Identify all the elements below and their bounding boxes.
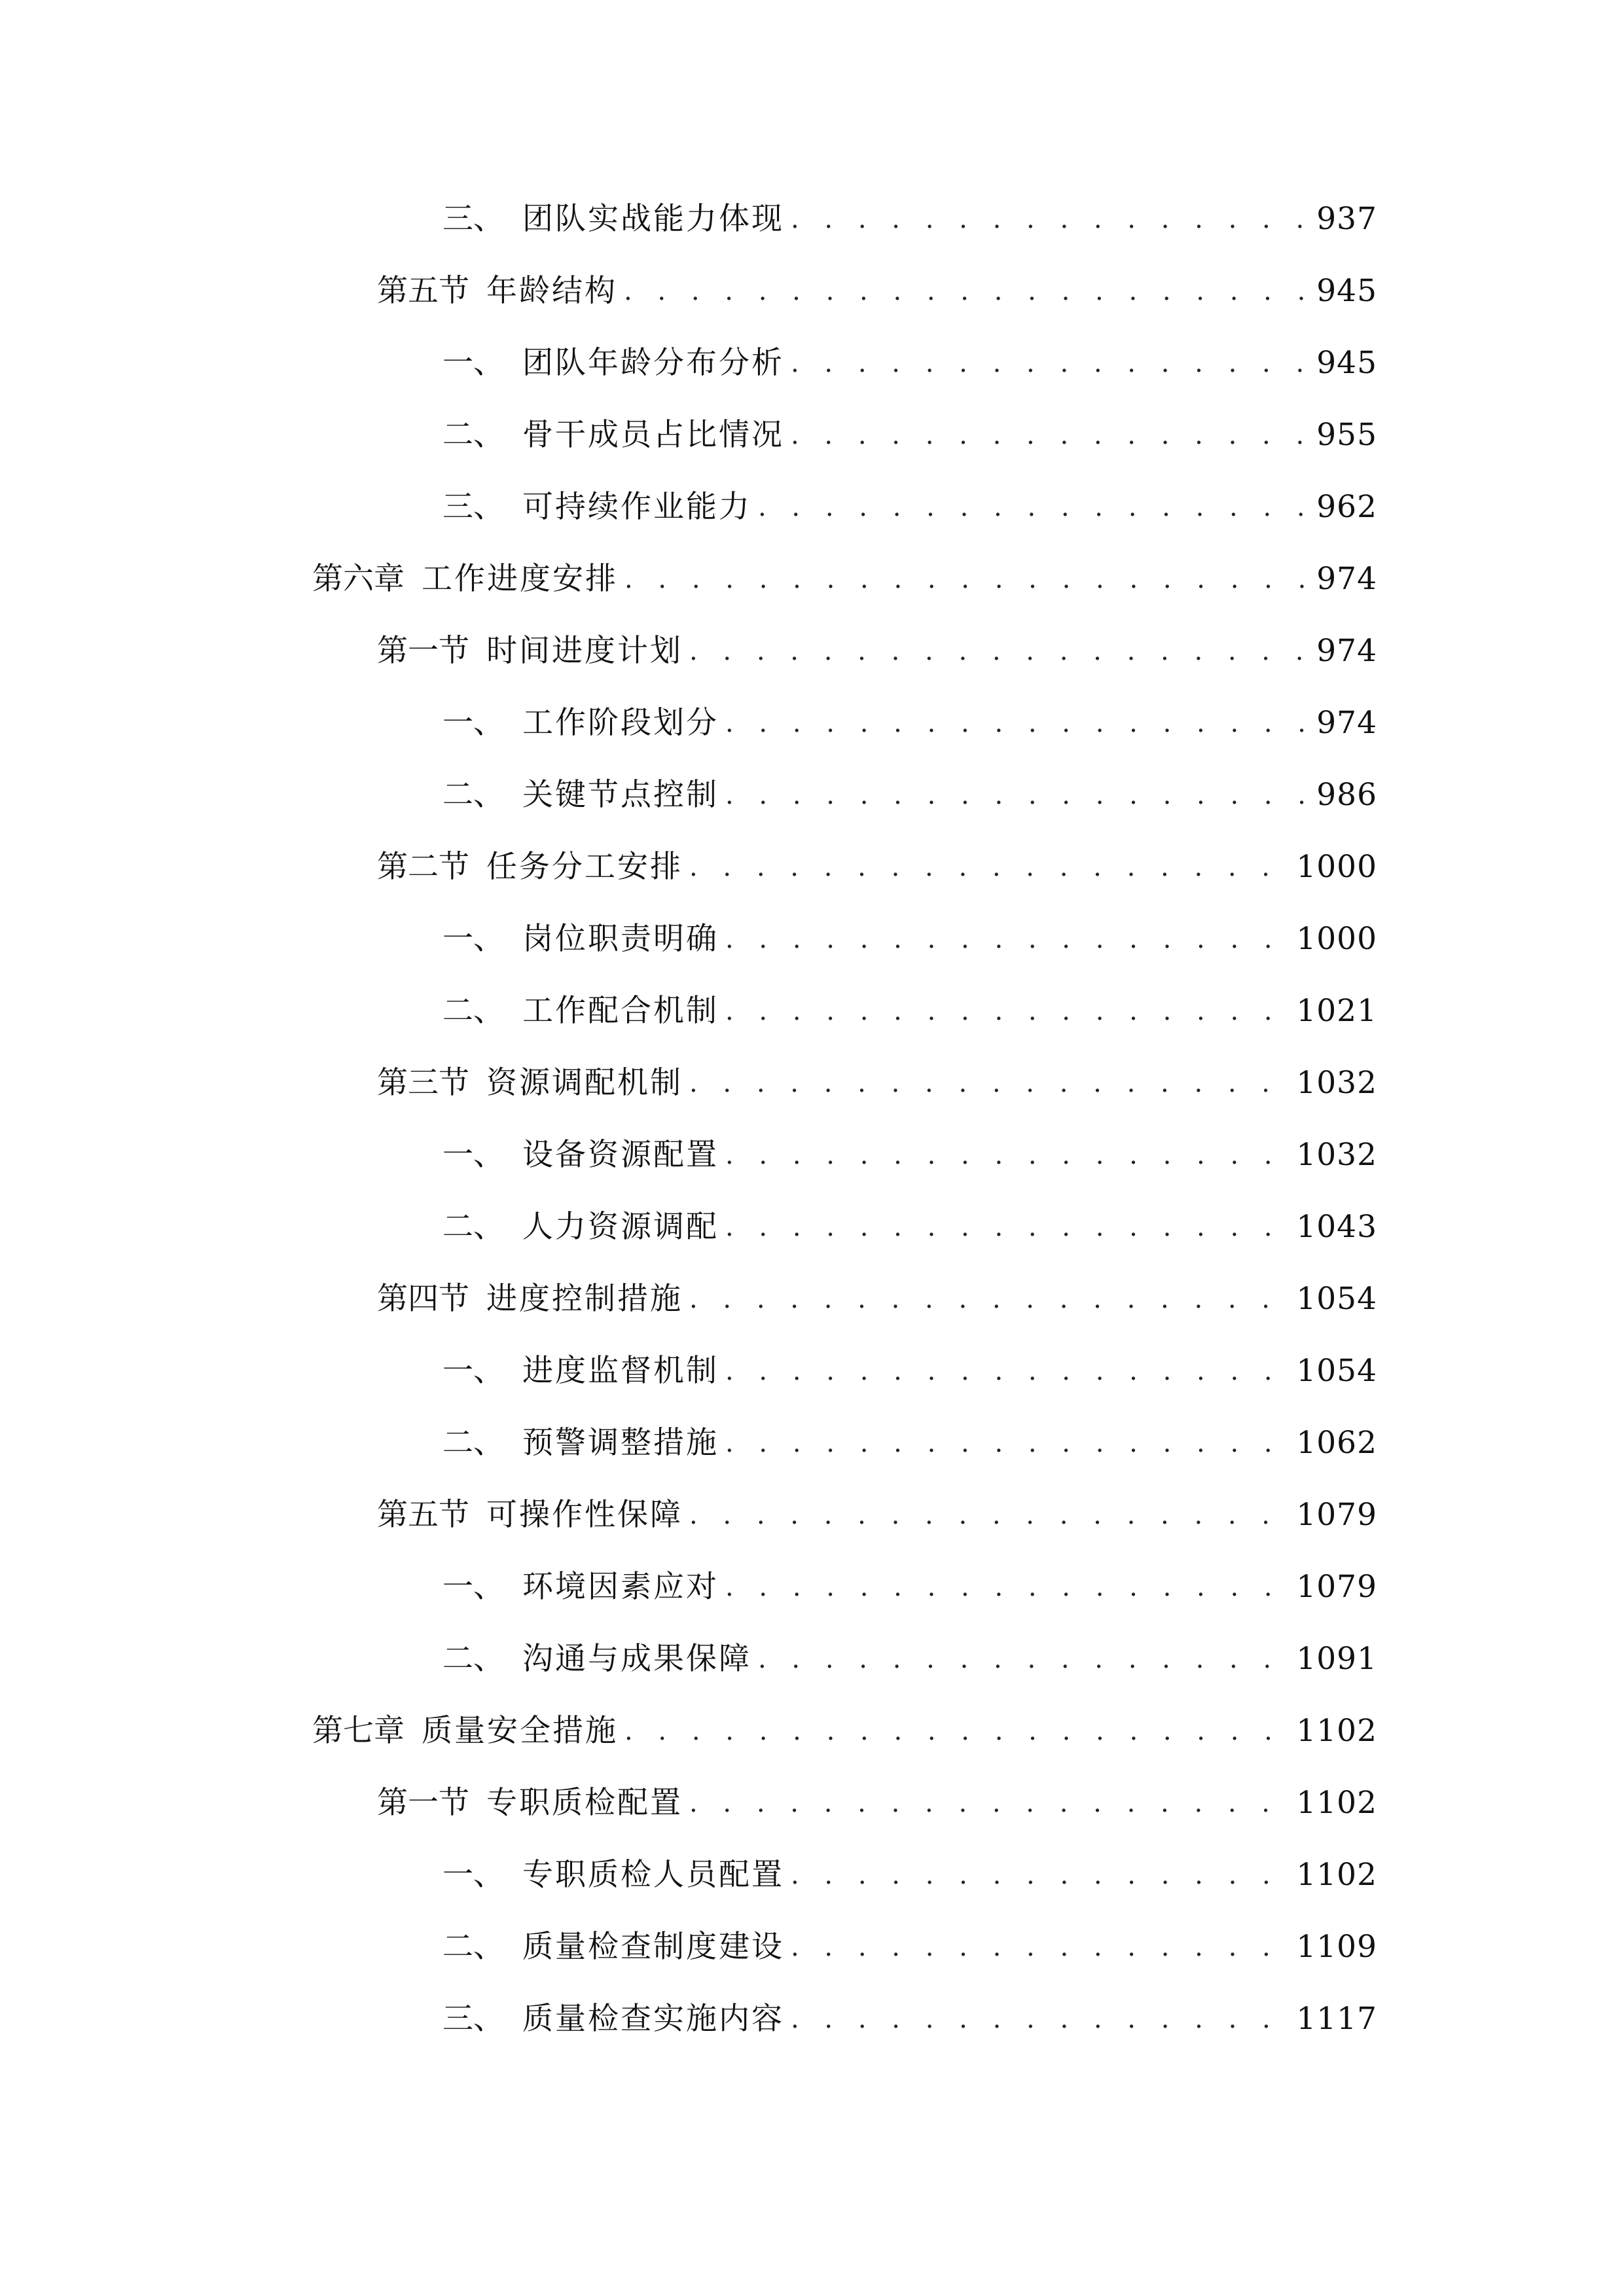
toc-entry-page: 1102	[1296, 1857, 1377, 1893]
dot-leader	[791, 1849, 1287, 1901]
toc-entry-title: 年龄结构	[486, 273, 617, 309]
toc-entry-number: 一、	[442, 921, 504, 957]
toc-entry-title: 质量检查实施内容	[522, 2001, 784, 2037]
toc-entry-page: 945	[1316, 345, 1377, 381]
toc-entry-title: 专职质检人员配置	[522, 1857, 784, 1893]
toc-entry-number: 一、	[442, 705, 504, 741]
toc-entry-title: 任务分工安排	[486, 849, 683, 885]
toc-entry-title: 专职质检配置	[486, 1785, 683, 1821]
toc-entry-page: 974	[1316, 633, 1377, 669]
toc-entry-title: 预警调整措施	[522, 1425, 719, 1461]
toc-entry-page: 962	[1316, 489, 1377, 525]
dot-leader	[725, 913, 1287, 965]
toc-entry-page: 1062	[1296, 1425, 1377, 1461]
toc-entry-number: 第一节	[377, 633, 469, 669]
toc-entry[interactable]	[442, 1633, 1377, 1685]
toc-entry-page: 955	[1316, 417, 1377, 453]
toc-entry-number: 一、	[442, 1353, 504, 1389]
toc-entry-title: 环境因素应对	[522, 1569, 719, 1605]
toc-entry-title: 质量检查制度建设	[522, 1929, 784, 1965]
dot-leader	[725, 1129, 1287, 1181]
toc-entry-number: 一、	[442, 345, 504, 381]
toc-entry-number: 一、	[442, 1857, 504, 1893]
dot-leader	[758, 481, 1307, 533]
dot-leader	[791, 409, 1307, 461]
toc-entry-title: 可操作性保障	[486, 1497, 683, 1533]
toc-entry[interactable]	[442, 769, 1377, 821]
toc-entry-page: 1032	[1296, 1137, 1377, 1173]
toc-entry-page: 1109	[1296, 1929, 1377, 1965]
toc-entry-number: 三、	[442, 201, 504, 237]
toc-entry-number: 二、	[442, 777, 504, 813]
toc-entry-number: 二、	[442, 1425, 504, 1461]
toc-entry-number: 第四节	[377, 1281, 469, 1317]
dot-leader	[689, 841, 1287, 893]
dot-leader	[689, 1777, 1287, 1829]
toc-entry[interactable]	[442, 913, 1377, 965]
toc-entry-title: 团队年龄分布分析	[522, 345, 784, 381]
toc-entry[interactable]	[442, 1849, 1377, 1901]
toc-entry-number: 一、	[442, 1137, 504, 1173]
toc-entry[interactable]	[312, 1705, 1377, 1757]
toc-entry[interactable]	[377, 265, 1377, 317]
toc-entry-number: 二、	[442, 417, 504, 453]
toc-entry-number: 三、	[442, 489, 504, 525]
dot-leader	[689, 625, 1307, 677]
toc-entry-number: 二、	[442, 1929, 504, 1965]
toc-entry-number: 第五节	[377, 1497, 469, 1533]
toc-entry-number: 第六章	[312, 561, 405, 597]
toc-entry-title: 沟通与成果保障	[522, 1641, 751, 1677]
dot-leader	[725, 697, 1307, 749]
dot-leader	[624, 553, 1307, 605]
dot-leader	[791, 1921, 1287, 1973]
toc-entry[interactable]	[442, 1561, 1377, 1613]
toc-entry-page: 1021	[1296, 993, 1377, 1029]
toc-entry[interactable]	[442, 1129, 1377, 1181]
toc-entry[interactable]	[442, 1921, 1377, 1973]
toc-entry-number: 一、	[442, 1569, 504, 1605]
toc-entry-page: 1079	[1296, 1497, 1377, 1533]
toc-entry-number: 第七章	[312, 1713, 405, 1749]
dot-leader	[624, 265, 1307, 317]
toc-entry-number: 第二节	[377, 849, 469, 885]
toc-entry-title: 团队实战能力体现	[522, 201, 784, 237]
dot-leader	[725, 1201, 1287, 1253]
toc-entry[interactable]	[442, 193, 1377, 245]
toc-entry-page: 1102	[1296, 1713, 1377, 1749]
toc-entry-title: 骨干成员占比情况	[522, 417, 784, 453]
toc-entry-number: 第三节	[377, 1065, 469, 1101]
toc-entry[interactable]	[442, 1201, 1377, 1253]
toc-entry-page: 1091	[1296, 1641, 1377, 1677]
toc-entry-page: 937	[1316, 201, 1377, 237]
toc-entry-page: 1117	[1296, 2001, 1377, 2037]
toc-entry[interactable]	[442, 409, 1377, 461]
dot-leader	[725, 1561, 1287, 1613]
toc-entry[interactable]	[442, 1417, 1377, 1469]
toc-entry[interactable]	[377, 841, 1377, 893]
toc-entry[interactable]	[442, 481, 1377, 533]
dot-leader	[689, 1273, 1287, 1325]
dot-leader	[791, 193, 1307, 245]
dot-leader	[791, 1993, 1287, 2045]
dot-leader	[725, 769, 1307, 821]
dot-leader	[758, 1633, 1287, 1685]
toc-entry-title: 关键节点控制	[522, 777, 719, 813]
toc-entry[interactable]	[377, 1273, 1377, 1325]
toc-entry[interactable]	[442, 337, 1377, 389]
toc-entry-title: 进度监督机制	[522, 1353, 719, 1389]
toc-entry-page: 974	[1316, 561, 1377, 597]
toc-entry[interactable]	[377, 625, 1377, 677]
toc-entry[interactable]	[442, 985, 1377, 1037]
dot-leader	[689, 1057, 1287, 1109]
toc-entry[interactable]	[442, 1345, 1377, 1397]
toc-entry-title: 设备资源配置	[522, 1137, 719, 1173]
toc-entry-page: 1043	[1296, 1209, 1377, 1245]
toc-entry-title: 可持续作业能力	[522, 489, 751, 525]
toc-entry-title: 工作进度安排	[422, 561, 618, 597]
toc-entry-page: 1054	[1296, 1353, 1377, 1389]
toc-entry-title: 进度控制措施	[486, 1281, 683, 1317]
toc-entry-number: 第一节	[377, 1785, 469, 1821]
toc-entry-number: 三、	[442, 2001, 504, 2037]
toc-entry-title: 岗位职责明确	[522, 921, 719, 957]
toc-entry[interactable]	[377, 1057, 1377, 1109]
toc-entry-title: 人力资源调配	[522, 1209, 719, 1245]
toc-entry-page: 986	[1316, 777, 1377, 813]
toc-entry[interactable]	[442, 1993, 1377, 2045]
toc-entry-page: 1079	[1296, 1569, 1377, 1605]
toc-entry-number: 二、	[442, 993, 504, 1029]
dot-leader	[725, 1345, 1287, 1397]
toc-entry-number: 二、	[442, 1641, 504, 1677]
toc-entry[interactable]	[377, 1777, 1377, 1829]
toc-entry-title: 质量安全措施	[422, 1713, 618, 1749]
toc-entry-title: 工作配合机制	[522, 993, 719, 1029]
toc-entry[interactable]	[312, 553, 1377, 605]
toc-entry-title: 工作阶段划分	[522, 705, 719, 741]
toc-entry-number: 第五节	[377, 273, 469, 309]
toc-entry-page: 1000	[1296, 921, 1377, 957]
toc-entry-page: 1032	[1296, 1065, 1377, 1101]
toc-entry-title: 时间进度计划	[486, 633, 683, 669]
toc-entry-page: 1054	[1296, 1281, 1377, 1317]
toc-entry-title: 资源调配机制	[486, 1065, 683, 1101]
toc-entry-page: 1102	[1296, 1785, 1377, 1821]
dot-leader	[689, 1489, 1287, 1541]
toc-entry[interactable]	[442, 697, 1377, 749]
dot-leader	[725, 1417, 1287, 1469]
toc-entry-page: 1000	[1296, 849, 1377, 885]
toc-entry[interactable]	[377, 1489, 1377, 1541]
toc-entry-number: 二、	[442, 1209, 504, 1245]
toc-entry-page: 945	[1316, 273, 1377, 309]
toc-entry-page: 974	[1316, 705, 1377, 741]
dot-leader	[725, 985, 1287, 1037]
dot-leader	[791, 337, 1307, 389]
dot-leader	[624, 1705, 1287, 1757]
